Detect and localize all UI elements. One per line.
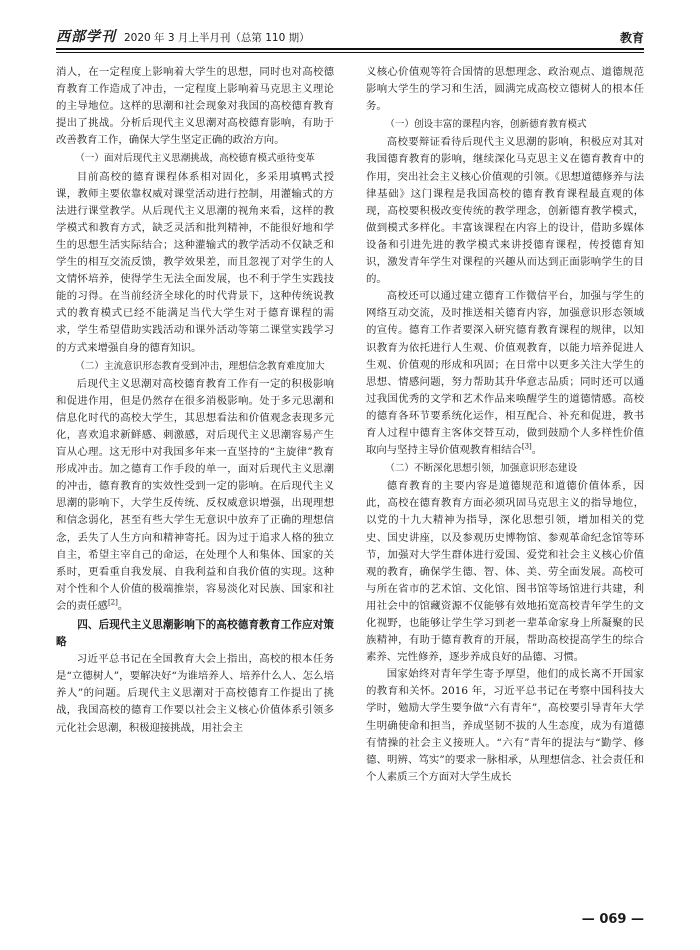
right-column [366,64,644,786]
header-rule-thin [56,52,644,53]
paragraph-text: 习近平总书记在全国教育大会上指出，高校的根本任务是“立德树人”，要解决好“为谁培养人、培养什么人、怎么培养人”的问题。后现代主义思潮对于高校德育工作提出了挑战，我国高校的德育工作要以社会主义核心价值体系引领多元化社会思潮，积极迎接挑战，用社会主 [56,653,334,734]
paragraph-text: 后现代主义思潮对高校德育教育工作有一定的积极影响和促进作用，但是仍然存在很多消极影响。处于多元思潮和信息化时代的高校大学生，其思想看法和价值观念表现多元化，喜欢追求新鲜感、刺激感，对后现代主义思潮容易产生盲从心理。这无形中对我国多年来一直坚持的“主旋律”教育形成冲击。加之德育工作手段的单一，面对后现代主义思潮的冲击，德育教育的实效性受到一定的影响。在后现代主义思潮的影响下，大学生反传统、反权威意识增强，出现理想和信念弱化，甚至有些大学生无意识中放弃了正确的理想信念，丢失了人生方向和精神寄托。因为过于追求人格的独立自主，希望主宰自己的命运，在处理个人和集体、国家的关系时，更看重自我发展、自我利益和自我价值的实现。这种对个性和个人价值的极端推崇，容易淡化对民族、国家和社会的责任感 [56,377,334,612]
paragraph-text: 义核心价值观等符合国情的思想理念、政治观点、道德规范影响大学生的学习和生活，圆满完成高校立德树人的根本任务。 [366,66,644,113]
subsection-heading [56,150,334,167]
paragraph-text: （一）面对后现代主义思潮挑战，高校德育模式亟待变革 [75,153,316,165]
paragraph-text: 高校要辩证看待后现代主义思潮的影响，积极应对其对我国德育教育的影响，继续深化马克思主义在德育教育中的作用，突出社会主义核心价值观的引领。《思想道德修养与法律基础》这门课程是我国高校的德育教育课程最直观的体现，高校要积极改变传统的教学理念，创新德育教学模式，做到模式多样化。丰富该课程在内容上的设计，借助多媒体设备和引进先进的教学模式来讲授德育课程，传授德育知识，激发青年学生对课程的兴趣从而达到正面影响学生的目的。 [366,136,644,286]
subsection-heading [56,358,334,375]
paragraph-continued [366,64,644,115]
section-label: 教育 [619,31,644,45]
paragraph-text: （二）不断深化思想引领，加强意识形态建设 [385,463,578,475]
paragraph-text: 消人，在一定程度上影响着大学生的思想，同时也对高校德育教育工作造成了冲击，一定程度上影响着马克思主义理论的主导地位。这样的思潮和社会现象对我国的高校德育教育提出了挑战。分析后现代主义思潮对高校德育影响，有助于改善教育工作，确保大学生坚定正确的政治方向。 [56,66,334,147]
citation-ref: [2] [107,598,118,607]
paragraph-tail: 。 [531,444,543,457]
paragraph-text: 目前高校的德育课程体系相对固化，多采用填鸭式授课，教师主要依靠权威对课堂活动进行控制，用灌输式的方法进行课堂教学。从后现代主义思潮的视角来看，这样的教学模式和教育方式，缺乏灵活和批判精神，不能很好地和学生的思想生活实际结合；这种灌输式的教学活动不仅缺乏和学生的相互交流反馈，教学效果差，而且忽视了对学生的人文情怀培养，使得学生无法全面发展，也不利于学生实践技能的习得。在当前经济全球化的时代背景下，这种传统说教式的教育模式已经不能满足当代大学生对于德育课程的需求，学生希望借助实践活动和课外活动等第二课堂实践学习的方式来增强自身的德育知识。 [56,170,334,354]
paragraph [366,666,644,786]
paragraph [366,478,644,666]
section-heading [56,617,334,651]
subsection-heading [366,460,644,477]
subsection-heading [366,116,644,133]
paragraph [366,288,644,459]
issue-info: 2020 年 3 月上半月刊（总第 110 期） [124,32,310,44]
journal-logo: 西部学刊 [56,29,116,45]
running-header [56,24,644,46]
header-left [56,26,310,46]
paragraph-text: 四、后现代主义思潮影响下的高校德育教育工作应对策略 [56,619,334,649]
paragraph [56,169,334,357]
page-number: — 069 — [581,912,644,927]
citation-ref: [3] [521,442,532,451]
paragraph [56,376,334,615]
paragraph-tail: 。 [117,599,129,612]
paragraph-text: 高校还可以通过建立德育工作微信平台，加强与学生的网络互动交流，及时推送相关德育内容，加强意识形态领域的宣传。德育工作者要深入研究德育教育课程的规律，以知识教育为依托进行人生观、价值观教育，以能力培养促进人生观、价值观的形成和巩固；在日常中以更多关注大学生的思想、情感问题，努力帮助其升华意志品质；同时还可以通过我国优秀的文学和艺术作品来唤醒学生的道德情感。高校的德育各环节要系统化运作，相互配合、补充和促进，教书育人过程中德育主客体交替互动，做到鼓励个人多样性价值取向与坚持主导价值观教育相结合 [366,290,644,457]
paragraph-text: （二）主流意识形态教育受到冲击，理想信念教育难度加大 [75,360,325,372]
paragraph [56,651,334,736]
paragraph [366,134,644,288]
left-column [56,64,334,737]
paragraph-text: 德育教育的主要内容是道德规范和道德价值体系，因此，高校在德育教育方面必须巩固马克思主义的指导地位，以党的十九大精神为指导，深化思想引领，增加相关的党史、国史讲座，以及参观历史博物馆、参观革命纪念馆等环节，加强对大学生群体进行爱国、爱党和社会主义核心价值观的教育，确保学生德、智、体、美、劳全面发展。高校可与所在省市的艺术馆、文化馆、图书馆等场馆进行共建，利用社会中的馆藏资源不仅能够有效地拓宽高校青年学生的文化视野，也能够让学生学习到老一辈革命家身上所凝聚的民族精神，有助于德育教育的开展，帮助高校提高学生的综合素养、完性修养，逐步养成良好的品德、习惯。 [366,480,644,664]
paragraph-text: （一）创设丰富的课程内容，创新德育教育模式 [385,119,587,131]
header-rule-thick [56,48,644,50]
paragraph-continued [56,64,334,149]
paragraph-text: 国家始终对青年学生寄予厚望，他们的成长离不开国家的教育和关怀。2016 年，习近平总书记在考察中国科技大学时，勉励大学生要争做“六有青年”，高校要引导青年大学生明确使命和担当，养成坚韧不拔的人生态度，成为有道德有情操的社会主义接班人。“六有”青年的提法与“勤学、修德、明辨、笃实”的要求一脉相承，从理想信念、社会责任和个人素质三个方面对大学生成长 [366,668,644,783]
